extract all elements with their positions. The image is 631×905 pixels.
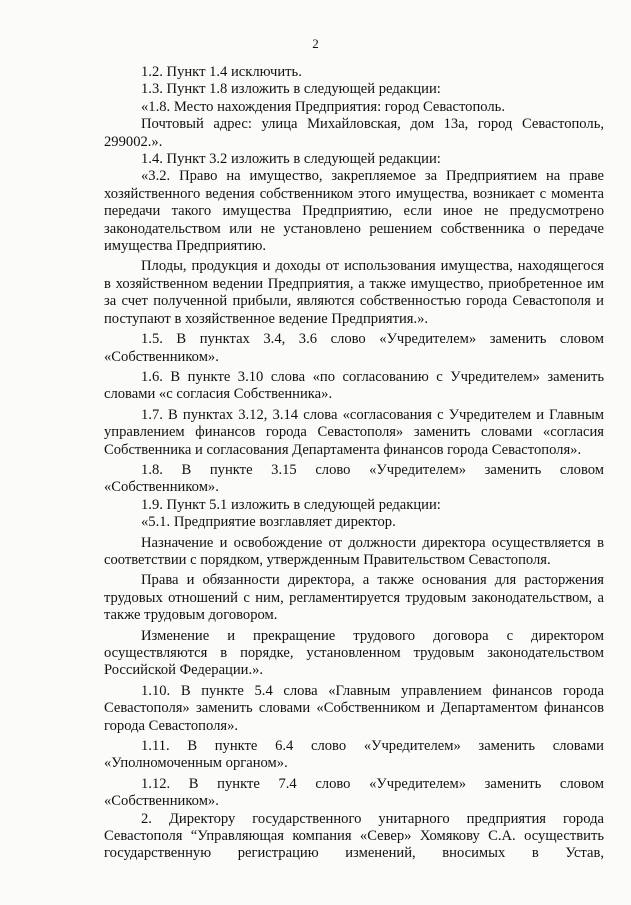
document-body	[104, 64, 604, 863]
paragraph-1-12: 1.12. В пункте 7.4 слово «Учредителем» заменить словом «Собственником».	[104, 775, 604, 810]
paragraph-1-7: 1.7. В пунктах 3.12, 3.14 слова «согласования с Учредителем и Главным управлением финансов города Севастополя» заменить словами «согласия Собственника и согласования Департамента финансов города Севастополя».	[104, 406, 604, 458]
paragraph-fruits-products-income: Плоды, продукция и доходы от использования имущества, находящегося в хозяйственном ведении Предприятия, а также имущество, приобретенное им за счет полученной прибыли, являются собственностью города Севастополя и поступают в хозяйственное ведение Предприятия.».	[104, 258, 604, 327]
paragraph-postal-address: Почтовый адрес: улица Михайловская, дом 13а, город Севастополь, 299002.».	[104, 116, 604, 150]
paragraph-1-5: 1.5. В пунктах 3.4, 3.6 слово «Учредителем» заменить словом «Собственником».	[104, 331, 604, 365]
paragraph-1-2: 1.2. Пункт 1.4 исключить.	[141, 64, 302, 80]
paragraph-1-9: 1.9. Пункт 5.1 изложить в следующей редакции:	[141, 496, 441, 513]
paragraph-labor-contract: Изменение и прекращение трудового договора с директором осуществляются в порядке, установленном трудовым законодательством Российской Федерации.».	[104, 627, 604, 679]
page-number: 2	[312, 36, 319, 51]
paragraph-1-3: 1.3. Пункт 1.8 изложить в следующей редакции:	[141, 81, 441, 98]
paragraph-1-8-location: «1.8. Место нахождения Предприятия: город Севастополь.	[141, 98, 505, 115]
paragraph-2-director-order: 2. Директору государственного унитарного предприятия города Севастополя “Управляющая компания «Север» Хомякову С.А. осуществить государственную регистрацию изменений, вносимых в Устав,	[104, 810, 604, 862]
paragraph-director-rights: Права и обязанности директора, а также основания для расторжения трудовых отношений с ним, регламентируется трудовым законодательством, а также трудовым договором.	[104, 572, 604, 624]
paragraph-appointment-dismissal: Назначение и освобождение от должности директора осуществляется в соответствии с порядком, утвержденным Правительством Севастополя.	[104, 534, 604, 568]
paragraph-1-4: 1.4. Пункт 3.2 изложить в следующей редакции:	[141, 151, 441, 168]
paragraph-3-2-property-right: «3.2. Право на имущество, закрепляемое за Предприятием на праве хозяйственного ведения собственником этого имущества, возникает с момента передачи такого имущества Предприятию, если иное не предусмотрено законодательством или не установлено решением собственника о передаче имущества Предприятию.	[104, 168, 604, 255]
paragraph-1-11: 1.11. В пункте 6.4 слово «Учредителем» заменить словами «Уполномоченным органом».	[104, 738, 604, 772]
paragraph-1-10: 1.10. В пункте 5.4 слова «Главным управлением финансов города Севастополя» заменить словами «Собственником и Департаментом финансов города Севастополя».	[104, 682, 604, 734]
paragraph-1-6: 1.6. В пункте 3.10 слова «по согласованию с Учредителем» заменить словами «с согласия Собственника».	[104, 368, 604, 403]
paragraph-5-1-director: «5.1. Предприятие возглавляет директор.	[141, 514, 396, 531]
paragraph-1-8: 1.8. В пункте 3.15 слово «Учредителем» заменить словом «Собственником».	[104, 461, 604, 496]
